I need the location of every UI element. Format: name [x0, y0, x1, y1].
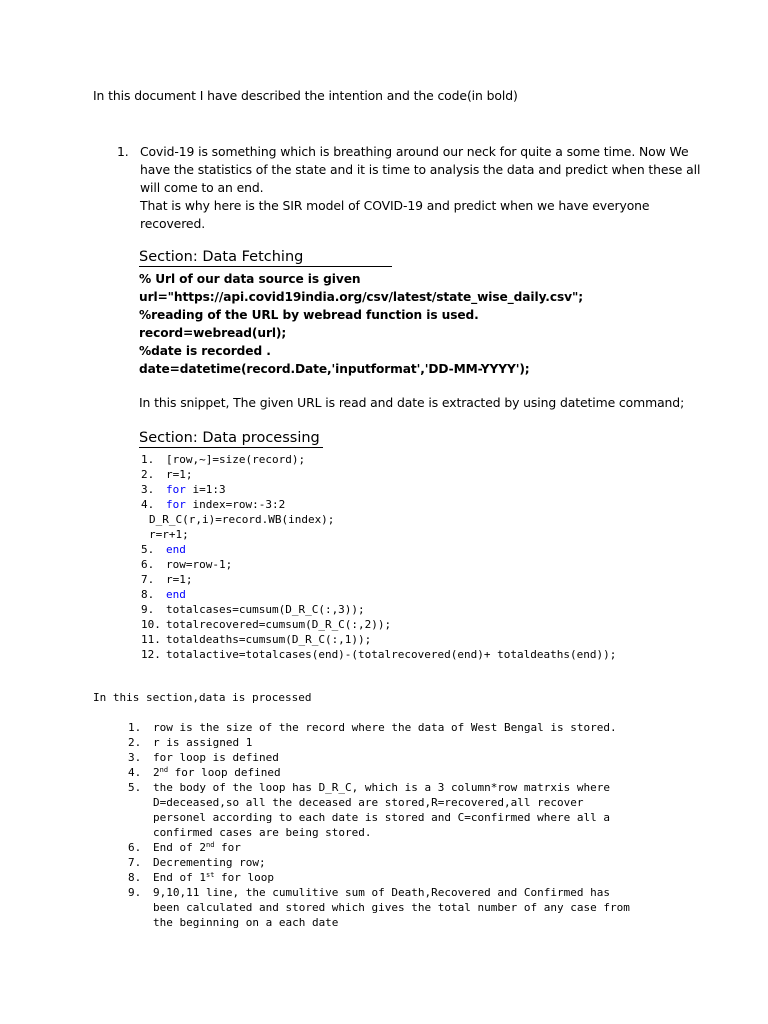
explanation-number: 9.: [128, 886, 142, 899]
point-1-line: will come to an end.: [140, 180, 264, 195]
code-line-text: [166, 542, 186, 557]
code-keyword: for: [166, 498, 186, 511]
explanation-item: [128, 735, 605, 750]
code-line-number: 9.: [141, 603, 155, 616]
code-line-text: [row,~]=size(record);: [166, 453, 306, 466]
code-line-number: 6.: [141, 558, 155, 571]
explanation-text: [153, 870, 630, 885]
explanation-line: confirmed cases are being stored.: [153, 826, 372, 839]
fetch-code-line: date=datetime(record.Date,'inputformat','DD-MM-YYYY');: [139, 362, 530, 376]
explanation-item: [128, 780, 610, 840]
code-line-number: 2.: [141, 468, 155, 481]
explanation-item: [128, 720, 617, 735]
explanation-line: the beginning on a each date: [153, 916, 339, 929]
explanation-number: 7.: [128, 856, 142, 869]
explanation-line: r is assigned 1: [153, 736, 253, 749]
point-1-line: have the statistics of the state and it is time to analysis the data and predict when these all: [140, 162, 701, 177]
code-line-text: totalrecovered=cumsum(D_R_C(:,2));: [166, 618, 392, 631]
code-line-text: row=row-1;: [166, 558, 233, 571]
point-1-line: recovered.: [140, 216, 206, 231]
explanation-item: [128, 885, 630, 930]
explanation-text: [153, 735, 630, 750]
explanation-number: 4.: [128, 766, 142, 779]
code-line-number: 12.: [141, 648, 161, 661]
explanation-line: the body of the loop has D_R_C, which is a 3 column*row matrxis where: [153, 781, 610, 794]
explanation-line: been calculated and stored which gives the total number of any case from: [153, 901, 630, 914]
code-line-text: totaldeaths=cumsum(D_R_C(:,1));: [166, 633, 372, 646]
code-line-text: for i=1:3: [166, 483, 226, 496]
section-fetch-underline: [139, 266, 392, 267]
fetch-code-line: %reading of the URL by webread function is used.: [139, 308, 479, 322]
code-line-number: 8.: [141, 588, 155, 601]
code-keyword: end: [166, 588, 186, 601]
intro-text: In this document I have described the intention and the code(in bold): [93, 88, 518, 103]
code-line-text: totalactive=totalcases(end)-(totalrecovered(end)+ totaldeaths(end));: [166, 648, 617, 661]
explanation-text: [153, 765, 630, 780]
explanation-line: End of 1st for loop: [153, 871, 275, 884]
explanation-number: 2.: [128, 736, 142, 749]
explanation-line: 2nd for loop defined: [153, 766, 281, 779]
explanation-line: D=deceased,so all the deceased are stored,R=recovered,all recover: [153, 796, 584, 809]
fetch-code-line: % Url of our data source is given: [139, 272, 361, 286]
explanation-list: [128, 720, 630, 930]
code-line-number: 11.: [141, 633, 161, 646]
explanation-line: personel according to each date is stored and C=confirmed where all a: [153, 811, 610, 824]
code-line-text: for index=row:-3:2: [166, 498, 286, 511]
code-line-text: r=1;: [166, 468, 193, 481]
explanation-line: for loop is defined: [153, 751, 279, 764]
code-line-text: totalcases=cumsum(D_R_C(:,3));: [166, 603, 365, 616]
point-1-body: [140, 143, 701, 233]
section-process-title: Section: Data processing: [139, 430, 320, 446]
point-1-line: That is why here is the SIR model of COVID-19 and predict when we have everyone: [140, 198, 650, 213]
code-line-number: 10.: [141, 618, 161, 631]
explanation-number: 6.: [128, 841, 142, 854]
explanation-text: [153, 885, 630, 930]
code-line-text: [166, 587, 186, 602]
explanation-item: [128, 870, 605, 885]
explanation-text: [153, 780, 630, 840]
point-1-line: Covid-19 is something which is breathing around our neck for quite a some time. Now We: [140, 144, 689, 159]
code-line-text: r=r+1;: [149, 528, 189, 541]
fetch-code-line: record=webread(url);: [139, 326, 287, 340]
explanation-text: [153, 840, 630, 855]
fetch-code-block: [139, 270, 583, 378]
code-line-number: 5.: [141, 543, 155, 556]
explanation-item: [128, 840, 605, 855]
code-line-number: 1.: [141, 453, 155, 466]
explanation-line: 9,10,11 line, the cumulitive sum of Death,Recovered and Confirmed has: [153, 886, 610, 899]
explanation-line: Decrementing row;: [153, 856, 266, 869]
fetch-code-line: %date is recorded .: [139, 344, 271, 358]
explanation-number: 1.: [128, 721, 142, 734]
explanation-text: [153, 720, 630, 735]
fetch-code-line: url="https://api.covid19india.org/csv/latest/state_wise_daily.csv";: [139, 290, 583, 304]
explanation-item: [128, 750, 605, 765]
explanation-number: 8.: [128, 871, 142, 884]
section-process-underline: [139, 447, 323, 448]
code-keyword: end: [166, 543, 186, 556]
explanation-number: 3.: [128, 751, 142, 764]
explanation-line: row is the size of the record where the data of West Bengal is stored.: [153, 721, 617, 734]
code-line-number: 3.: [141, 483, 155, 496]
code-line-text: D_R_C(r,i)=record.WB(index);: [149, 513, 335, 526]
explanation-item: [128, 855, 605, 870]
explanation-text: [153, 750, 630, 765]
explanation-number: 5.: [128, 781, 142, 794]
point-1-number: 1.: [117, 144, 129, 159]
explanation-item: [128, 765, 605, 780]
code-keyword: for: [166, 483, 186, 496]
code-line-text: r=1;: [166, 573, 193, 586]
explanation-text: [153, 855, 630, 870]
section-fetch-title: Section: Data Fetching: [139, 249, 304, 265]
code-line-number: 7.: [141, 573, 155, 586]
snippet-note: In this snippet, The given URL is read and date is extracted by using datetime command;: [139, 395, 685, 410]
process-summary-title: In this section,data is processed: [93, 691, 312, 704]
explanation-line: End of 2nd for: [153, 841, 241, 854]
code-line-number: 4.: [141, 498, 155, 511]
